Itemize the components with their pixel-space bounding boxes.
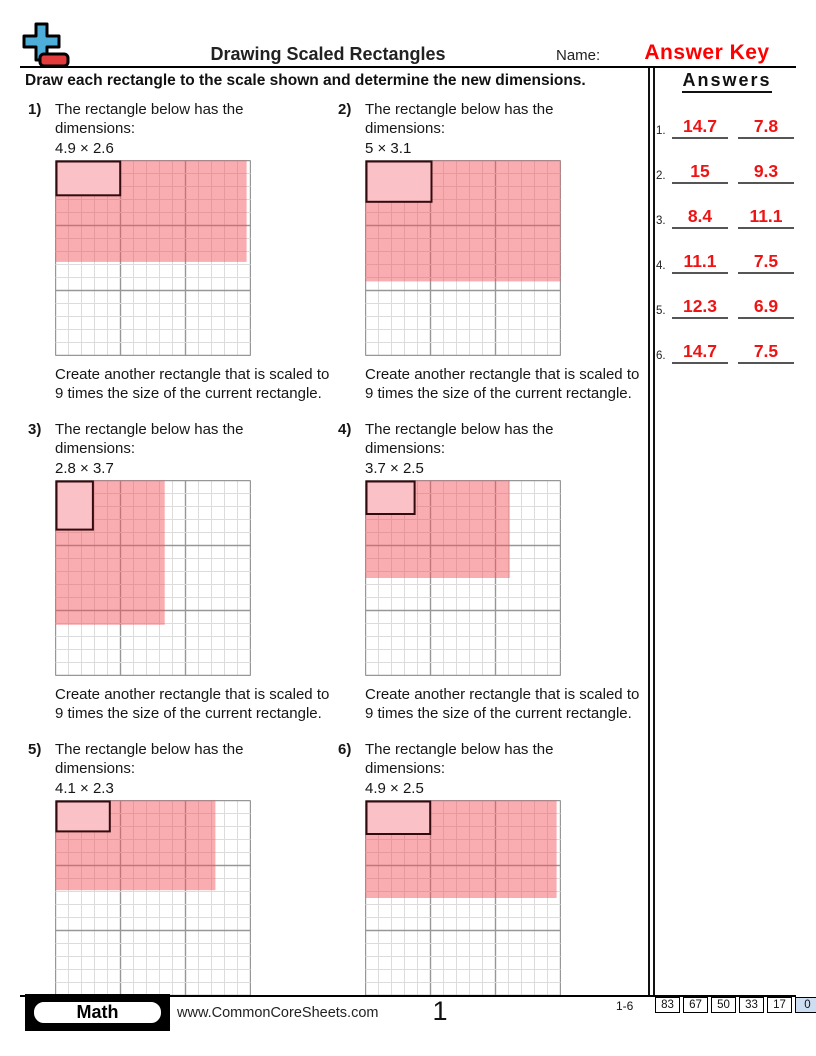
score-box: 83 [655, 997, 680, 1013]
problem-task-text: Create another rectangle that is scaled to 9 times the size of the current rectangle. [55, 365, 330, 403]
problem-task-text: Create another rectangle that is scaled to 9 times the size of the current rectangle. [365, 685, 640, 723]
scale-grid [365, 480, 643, 676]
problem-statement: 4) The rectangle below has the dimensions: 3.7 × 2.5 [338, 421, 554, 477]
problem-4 [338, 420, 643, 724]
answers-list [656, 117, 798, 387]
problem-dimensions: 5 × 3.1 [365, 139, 412, 157]
answer-row [656, 207, 798, 229]
problem-number: 3) [28, 421, 42, 438]
answers-divider [648, 68, 655, 995]
problem-number: 4) [338, 421, 352, 438]
answer-number: 4. [656, 260, 666, 272]
score-box-highlighted: 0 [795, 997, 816, 1013]
score-box: 67 [683, 997, 708, 1013]
problem-number: 1) [28, 101, 42, 118]
answer-value: 11.1 [672, 252, 728, 274]
answer-value: 14.7 [672, 342, 728, 364]
subject-badge [25, 994, 170, 1031]
answer-value: 12.3 [672, 297, 728, 319]
answer-row [656, 162, 798, 184]
scale-grid [365, 800, 643, 996]
problem-statement: 2) The rectangle below has the dimensions: 5 × 3.1 [338, 101, 554, 157]
scale-grid [55, 160, 333, 356]
problem-5 [28, 740, 333, 996]
problem-dimensions: 4.1 × 2.3 [55, 779, 114, 797]
name-label: Name: [556, 47, 601, 64]
problem-task-text: Create another rectangle that is scaled to 9 times the size of the current rectangle. [55, 685, 330, 723]
problem-1 [28, 100, 333, 404]
answer-row [656, 252, 798, 274]
answer-value: 7.5 [738, 342, 794, 364]
answer-number: 3. [656, 215, 666, 227]
problem-statement: 6) The rectangle below has the dimensions: 4.9 × 2.5 [338, 741, 554, 797]
score-boxes [655, 997, 816, 1013]
answers-heading: Answers [658, 70, 796, 91]
subject-label: Math [31, 999, 164, 1026]
answer-value: 11.1 [738, 207, 794, 229]
answer-value: 6.9 [738, 297, 794, 319]
problem-dimensions: 4.9 × 2.5 [365, 779, 424, 797]
problem-task-text: Create another rectangle that is scaled to 9 times the size of the current rectangle. [365, 365, 640, 403]
score-box: 17 [767, 997, 792, 1013]
scale-grid [365, 160, 643, 356]
answer-value: 9.3 [738, 162, 794, 184]
scale-grid [55, 800, 333, 996]
page-number: 1 [432, 996, 448, 1026]
worksheet-instruction: Draw each rectangle to the scale shown and determine the new dimensions. [25, 72, 586, 89]
problem-statement: 1) The rectangle below has the dimensions: 4.9 × 2.6 [28, 101, 244, 157]
answer-value: 7.8 [738, 117, 794, 139]
answer-row [656, 117, 798, 139]
answer-number: 2. [656, 170, 666, 182]
answer-row [656, 342, 798, 364]
answer-row [656, 297, 798, 319]
page-title: Drawing Scaled Rectangles [210, 44, 446, 64]
problem-dimensions: 3.7 × 2.5 [365, 459, 424, 477]
answer-value: 8.4 [672, 207, 728, 229]
problem-dimensions: 4.9 × 2.6 [55, 139, 114, 157]
website-url: www.CommonCoreSheets.com [177, 1005, 379, 1021]
answer-number: 6. [656, 350, 666, 362]
answer-number: 1. [656, 125, 666, 137]
problem-number: 6) [338, 741, 352, 758]
problem-2 [338, 100, 643, 404]
header-rule [20, 66, 796, 68]
problem-3 [28, 420, 333, 724]
problem-number: 2) [338, 101, 352, 118]
problem-dimensions: 2.8 × 3.7 [55, 459, 114, 477]
problem-statement: 3) The rectangle below has the dimensions: 2.8 × 3.7 [28, 421, 244, 477]
answer-value: 15 [672, 162, 728, 184]
name-value-answer-key: Answer Key [644, 41, 770, 64]
score-range-label: 1-6 [616, 999, 634, 1013]
answer-number: 5. [656, 305, 666, 317]
score-box: 33 [739, 997, 764, 1013]
problem-number: 5) [28, 741, 42, 758]
answer-value: 14.7 [672, 117, 728, 139]
scale-grid [55, 480, 333, 676]
score-box: 50 [711, 997, 736, 1013]
answer-value: 7.5 [738, 252, 794, 274]
problem-6 [338, 740, 643, 996]
problem-statement: 5) The rectangle below has the dimensions: 4.1 × 2.3 [28, 741, 244, 797]
